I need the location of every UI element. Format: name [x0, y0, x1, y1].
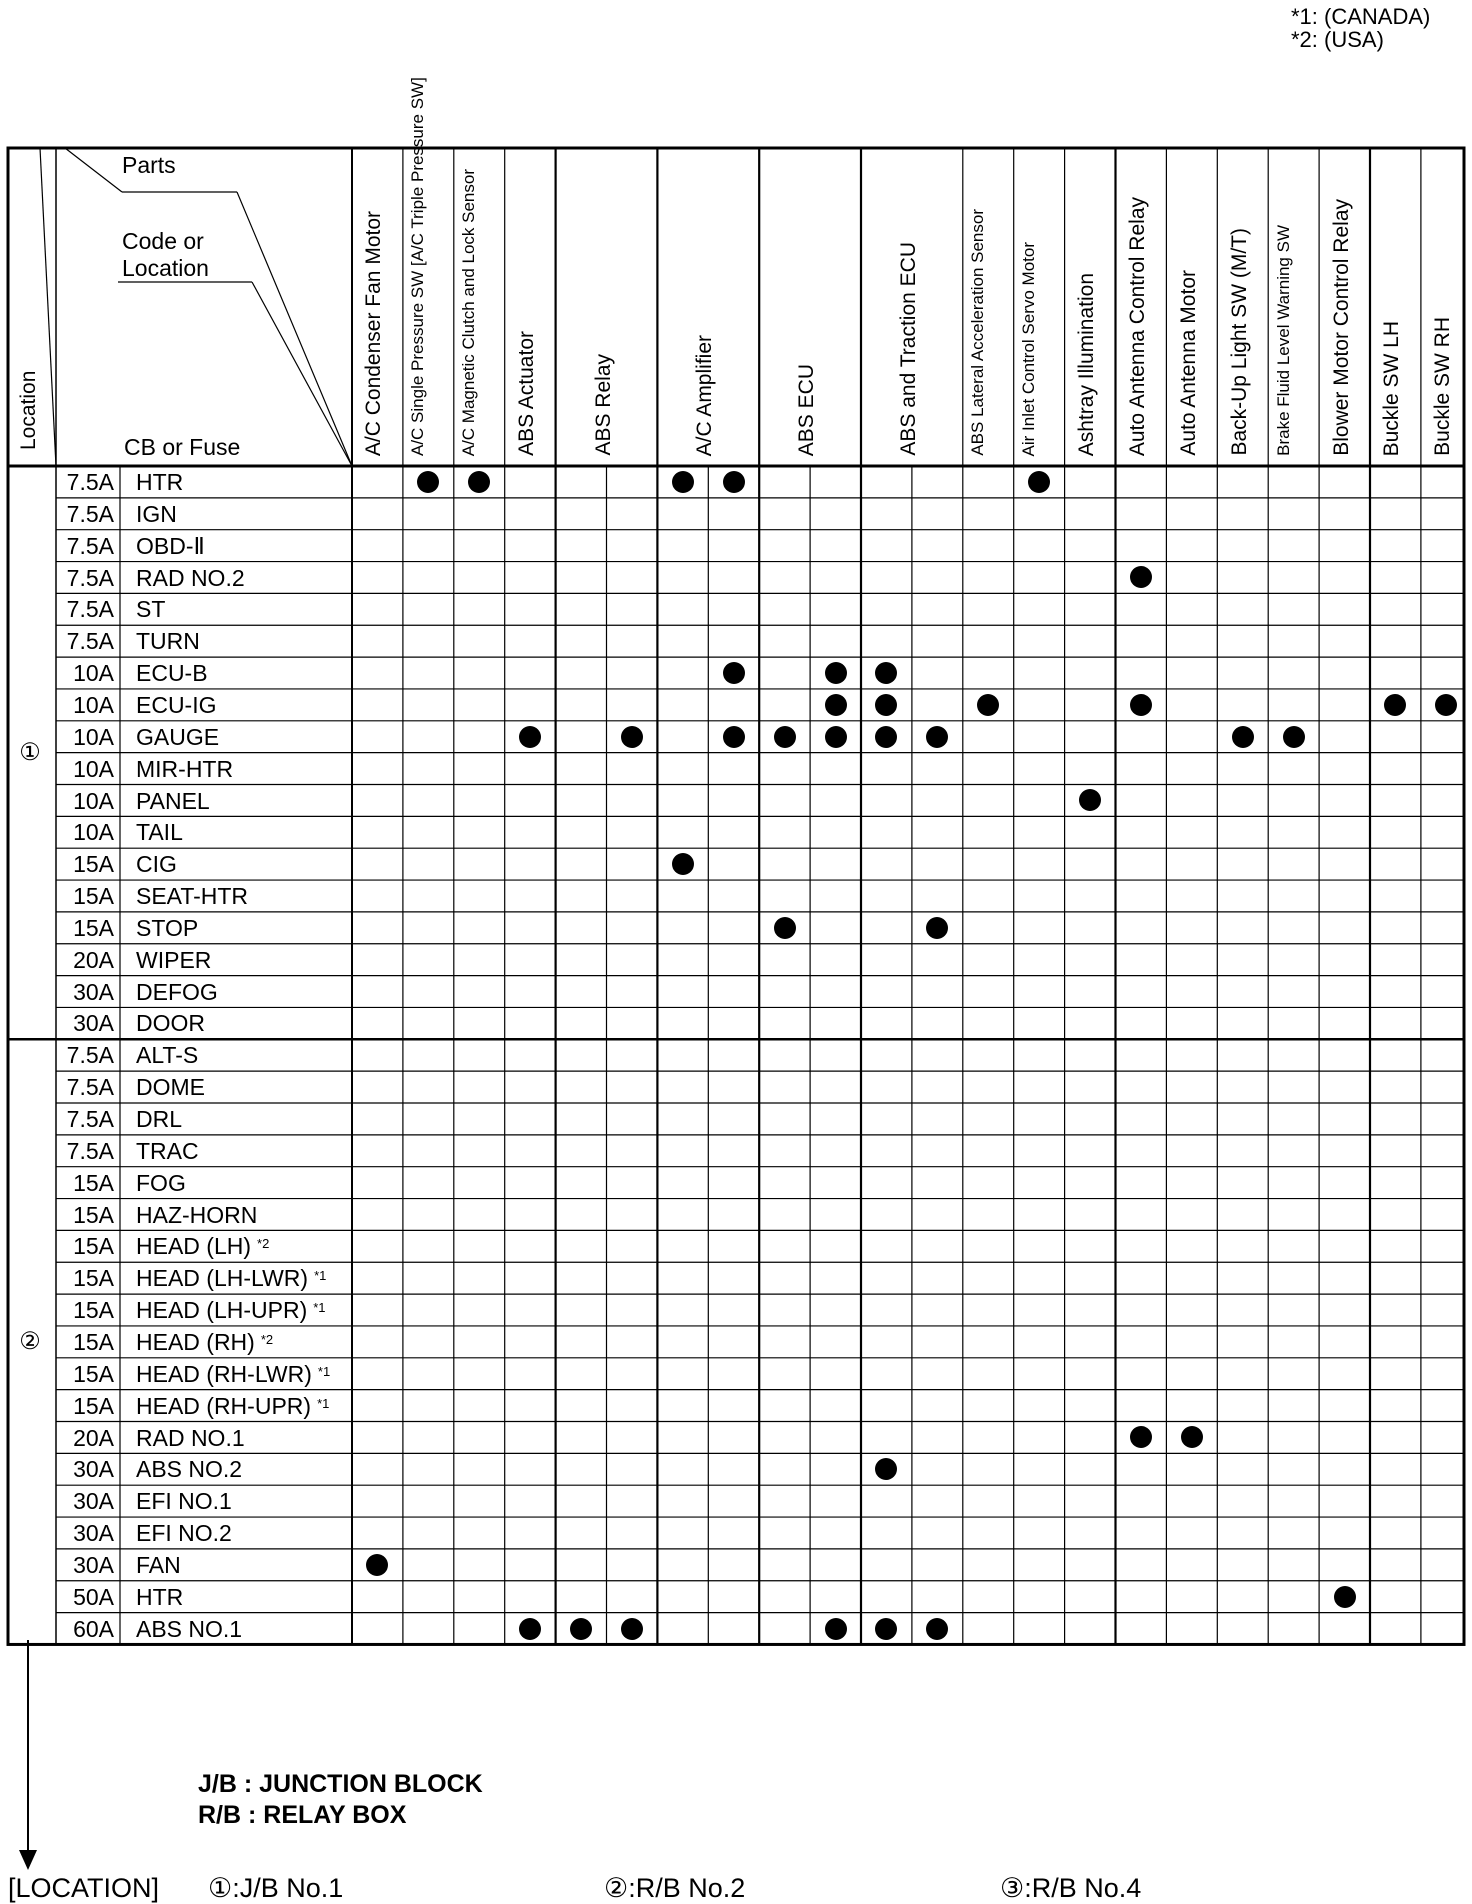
header-code-line2: Location [122, 255, 209, 281]
fuse-name: HTR [136, 1583, 184, 1610]
fuse-amperage: 15A [73, 1392, 114, 1419]
location-marker: ② [19, 1327, 41, 1355]
fuse-name: ECU-IG [136, 691, 217, 718]
fuse-amperage: 7.5A [66, 596, 114, 623]
fuse-amperage: 10A [73, 787, 114, 814]
fuse-name: RAD NO.2 [136, 564, 245, 591]
fuse-amperage: 15A [73, 1328, 114, 1355]
fuse-name: ALT-S [136, 1042, 199, 1069]
column-header: A/C Condenser Fan Motor [362, 210, 386, 456]
fuse-amperage: 30A [73, 1456, 114, 1483]
column-header: ABS Relay [591, 354, 615, 456]
fuse-name: DEFOG [136, 978, 218, 1005]
fuse-name: ECU-B [136, 660, 208, 687]
fuse-amperage: 15A [73, 1297, 114, 1324]
fuse-name: ABS NO.2 [136, 1456, 243, 1483]
column-header: Blower Motor Control Relay [1329, 199, 1353, 456]
fuse-amperage: 10A [73, 660, 114, 687]
column-header: ABS and Traction ECU [896, 242, 920, 456]
fuse-footnote-marker: *1 [313, 1300, 326, 1316]
fuse-name: EFI NO.1 [136, 1488, 232, 1515]
fuse-footnote-marker: *1 [317, 1395, 330, 1411]
fuse-amperage: 30A [73, 978, 114, 1005]
fuse-name: HEAD (LH-LWR) [136, 1265, 309, 1292]
fuse-name: WIPER [136, 946, 212, 973]
fuse-amperage: 7.5A [66, 1074, 114, 1101]
fuse-amperage: 30A [73, 1488, 114, 1515]
column-header: A/C Magnetic Clutch and Lock Sensor [459, 168, 479, 456]
header-location: Location [17, 370, 40, 450]
column-header: Auto Antenna Control Relay [1125, 196, 1149, 456]
column-header: Buckle SW RH [1431, 317, 1455, 456]
fuse-amperage: 30A [73, 1551, 114, 1578]
fuse-name: HAZ-HORN [136, 1201, 258, 1228]
fuse-footnote-marker: *2 [257, 1236, 270, 1252]
footer-location-label: [LOCATION] [8, 1873, 160, 1903]
fuse-name: DRL [136, 1106, 183, 1132]
fuse-name: HEAD (RH) [136, 1328, 255, 1355]
fuse-amperage: 10A [73, 723, 114, 750]
fuse-footnote-marker: *1 [314, 1268, 327, 1284]
fuse-footnote-marker: *2 [260, 1331, 274, 1347]
fuse-name: ST [136, 596, 166, 623]
fuse-name: SEAT-HTR [136, 883, 249, 910]
fuse-amperage: 7.5A [66, 1106, 114, 1132]
fuse-name: OBD-Ⅱ [136, 532, 205, 559]
fuse-amperage: 7.5A [66, 564, 114, 591]
fuse-name: HEAD (RH-UPR) [136, 1392, 312, 1419]
fuse-amperage: 15A [73, 851, 114, 878]
fuse-amperage: 20A [73, 1424, 114, 1451]
fuse-amperage: 20A [73, 946, 114, 973]
fuse-name: HEAD (RH-LWR) [136, 1360, 312, 1387]
location-marker: ① [19, 738, 41, 766]
fuse-footnote-marker: *1 [317, 1363, 331, 1379]
column-header: Ashtray Illumination [1075, 272, 1099, 456]
fuse-amperage: 10A [73, 755, 114, 782]
fuse-amperage: 10A [73, 691, 114, 718]
legend-rb: R/B : RELAY BOX [198, 1801, 407, 1829]
fuse-name: HTR [136, 469, 184, 495]
fuse-amperage: 60A [73, 1615, 114, 1642]
fuse-name: FOG [136, 1169, 186, 1196]
fuse-amperage: 7.5A [66, 469, 114, 495]
column-header: A/C Single Pressure SW [A/C Triple Pressure SW] [408, 77, 428, 456]
fuse-amperage: 15A [73, 883, 114, 910]
fuse-amperage: 10A [73, 819, 114, 846]
fuse-amperage: 7.5A [66, 1137, 114, 1164]
fuse-name: EFI NO.2 [136, 1520, 232, 1547]
fuse-name: TURN [136, 628, 200, 655]
footer-location-2: ②:R/B No.2 [604, 1873, 746, 1903]
column-header: Buckle SW LH [1380, 320, 1404, 456]
fuse-amperage: 15A [73, 1360, 114, 1387]
column-header: Back-Up Light SW (M/T) [1227, 228, 1251, 456]
fuse-name: IGN [136, 500, 177, 527]
fuse-amperage: 50A [73, 1583, 114, 1610]
footer-location-3: ③:R/B No.4 [1000, 1873, 1142, 1903]
header-code-line1: Code or [122, 228, 204, 254]
fuse-name: STOP [136, 914, 199, 941]
fuse-amperage: 15A [73, 914, 114, 941]
fuse-name: HEAD (LH) [136, 1233, 252, 1260]
fuse-amperage: 15A [73, 1265, 114, 1292]
footer-location-1: ①:J/B No.1 [208, 1873, 344, 1903]
column-header: Auto Antenna Motor [1176, 270, 1200, 456]
column-header: Air Inlet Control Servo Motor [1019, 241, 1039, 456]
fuse-amperage: 7.5A [66, 628, 114, 655]
fuse-amperage: 15A [73, 1201, 114, 1228]
note-usa: *2: (USA) [1291, 27, 1384, 52]
fuse-name: TAIL [136, 819, 183, 846]
column-header: Brake Fluid Level Warning SW [1273, 225, 1293, 456]
fuse-name: DOOR [136, 1010, 205, 1037]
column-header: ABS Actuator [515, 331, 539, 456]
header-parts: Parts [122, 152, 176, 178]
fuse-name: RAD NO.1 [136, 1424, 245, 1451]
column-header: ABS ECU [795, 363, 819, 456]
column-header: A/C Amplifier [693, 334, 717, 456]
fuse-name: ABS NO.1 [136, 1615, 243, 1642]
note-canada: *1: (CANADA) [1291, 4, 1431, 29]
fuse-name: CIG [136, 851, 177, 878]
fuse-name: GAUGE [136, 723, 220, 750]
fuse-name: PANEL [136, 787, 210, 814]
legend-jb: J/B : JUNCTION BLOCK [198, 1770, 483, 1798]
fuse-amperage: 30A [73, 1520, 114, 1547]
fuse-amperage: 30A [73, 1010, 114, 1037]
fuse-amperage: 7.5A [66, 1042, 114, 1069]
fuse-name: TRAC [136, 1137, 199, 1164]
fuse-name: HEAD (LH-UPR) [136, 1297, 308, 1324]
fuse-amperage: 7.5A [66, 500, 114, 527]
fuse-name: DOME [136, 1074, 205, 1101]
header-cb-fuse: CB or Fuse [124, 434, 241, 460]
fuse-name: FAN [136, 1551, 181, 1578]
fuse-amperage: 15A [73, 1233, 114, 1260]
fuse-amperage: 15A [73, 1169, 114, 1196]
fuse-name: MIR-HTR [136, 755, 234, 782]
fuse-amperage: 7.5A [66, 532, 114, 559]
column-header: ABS Lateral Acceleration Sensor [968, 209, 988, 456]
